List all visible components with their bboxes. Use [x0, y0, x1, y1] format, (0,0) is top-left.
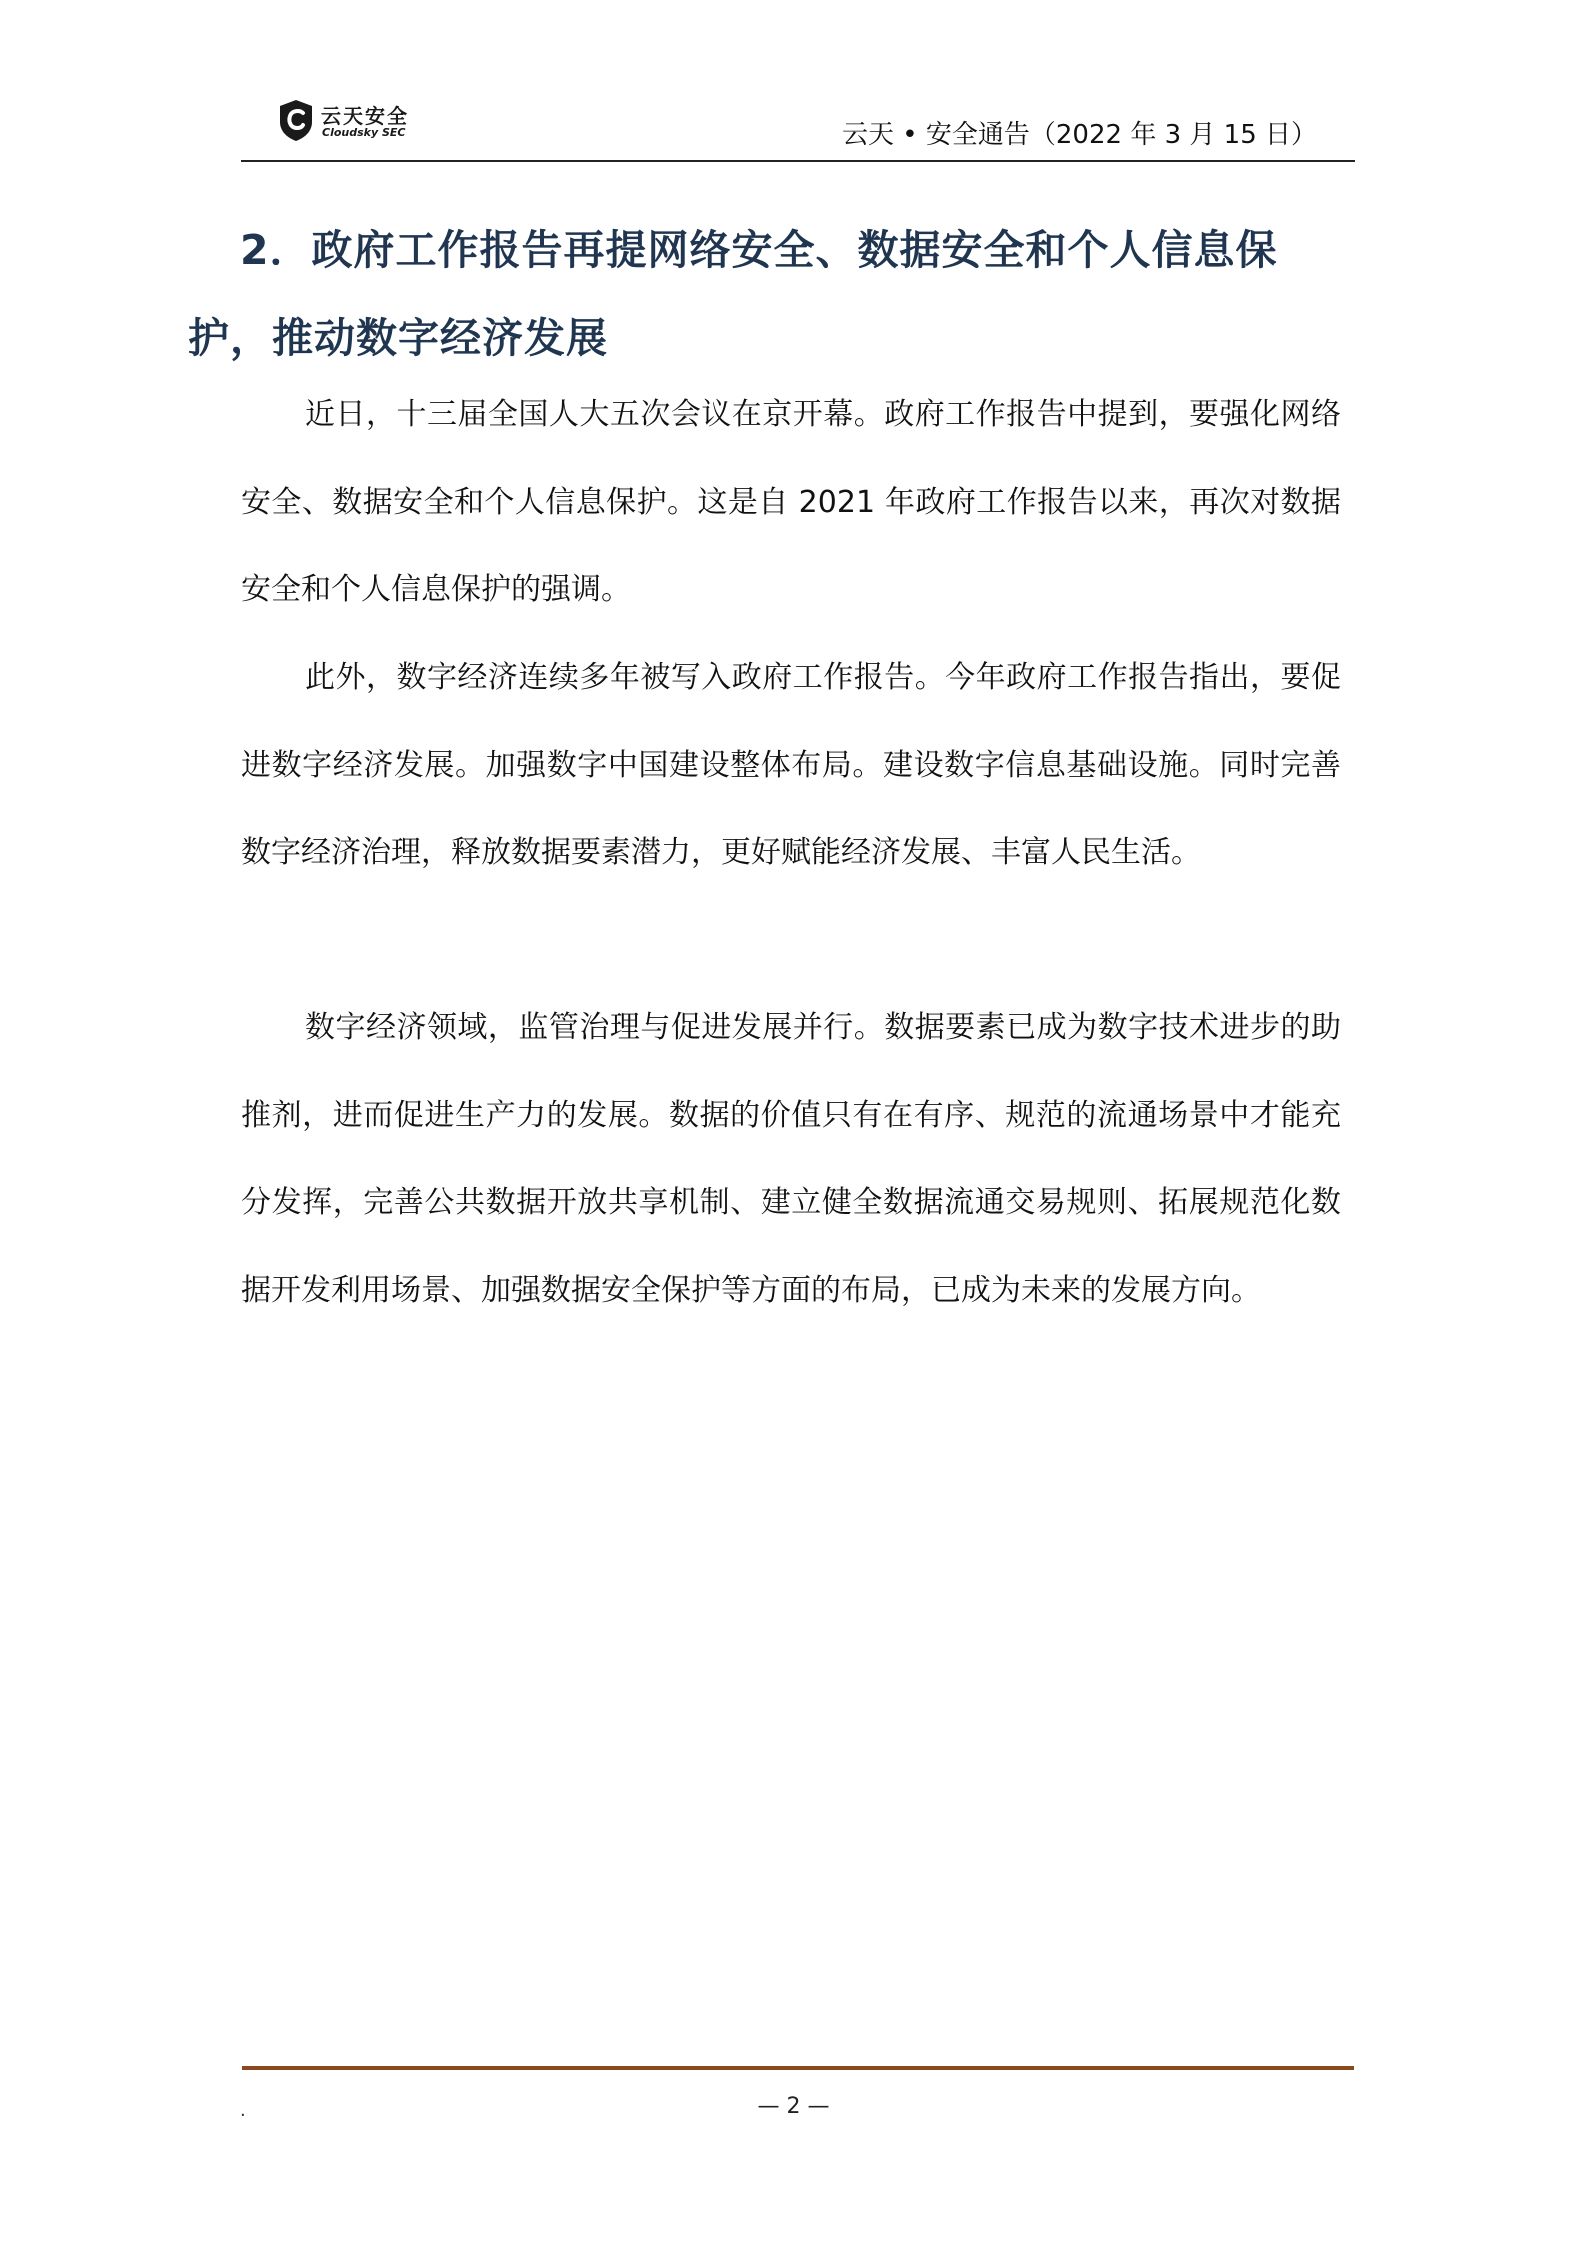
cloudsky-shield-logo-icon	[277, 98, 315, 142]
page-number: — 2 —	[757, 2094, 830, 2119]
company-logo	[277, 98, 437, 148]
logo-chinese-name: 云天安全	[321, 104, 409, 128]
footer-dot: .	[240, 2100, 246, 2121]
paragraph-2: 此外，数字经济连续多年被写入政府工作报告。今年政府工作报告指出，要促进数字经济发展。加强数字中国建设整体布局。建设数字信息基础设施。同时完善数字经济治理，释放数据要素潜力，更好赋能经济发展、丰富人民生活。	[241, 660, 1341, 870]
paragraph-1: 近日，十三届全国人大五次会议在京开幕。政府工作报告中提到，要强化网络安全、数据安全和个人信息保护。这是自 2021 年政府工作报告以来，再次对数据安全和个人信息保护的强调。	[241, 397, 1341, 607]
footer-divider	[242, 2066, 1354, 2070]
bulletin-title: 云天 • 安全通告（2022 年 3 月 15 日）	[842, 120, 1317, 150]
page-header	[241, 86, 1355, 162]
section-heading: 2．政府工作报告再提网络安全、数据安全和个人信息保护，推动数字经济发展	[188, 226, 1278, 362]
paragraph-3: 数字经济领域，监管治理与促进发展并行。数据要素已成为数字技术进步的助推剂，进而促进生产力的发展。数据的价值只有在有序、规范的流通场景中才能充分发挥，完善公共数据开放共享机制、建立健全数据流通交易规则、拓展规范化数据开发利用场景、加强数据安全保护等方面的布局，已成为未来的发展方向。	[241, 1010, 1341, 1308]
logo-english-name: Cloudsky SEC	[322, 126, 406, 139]
